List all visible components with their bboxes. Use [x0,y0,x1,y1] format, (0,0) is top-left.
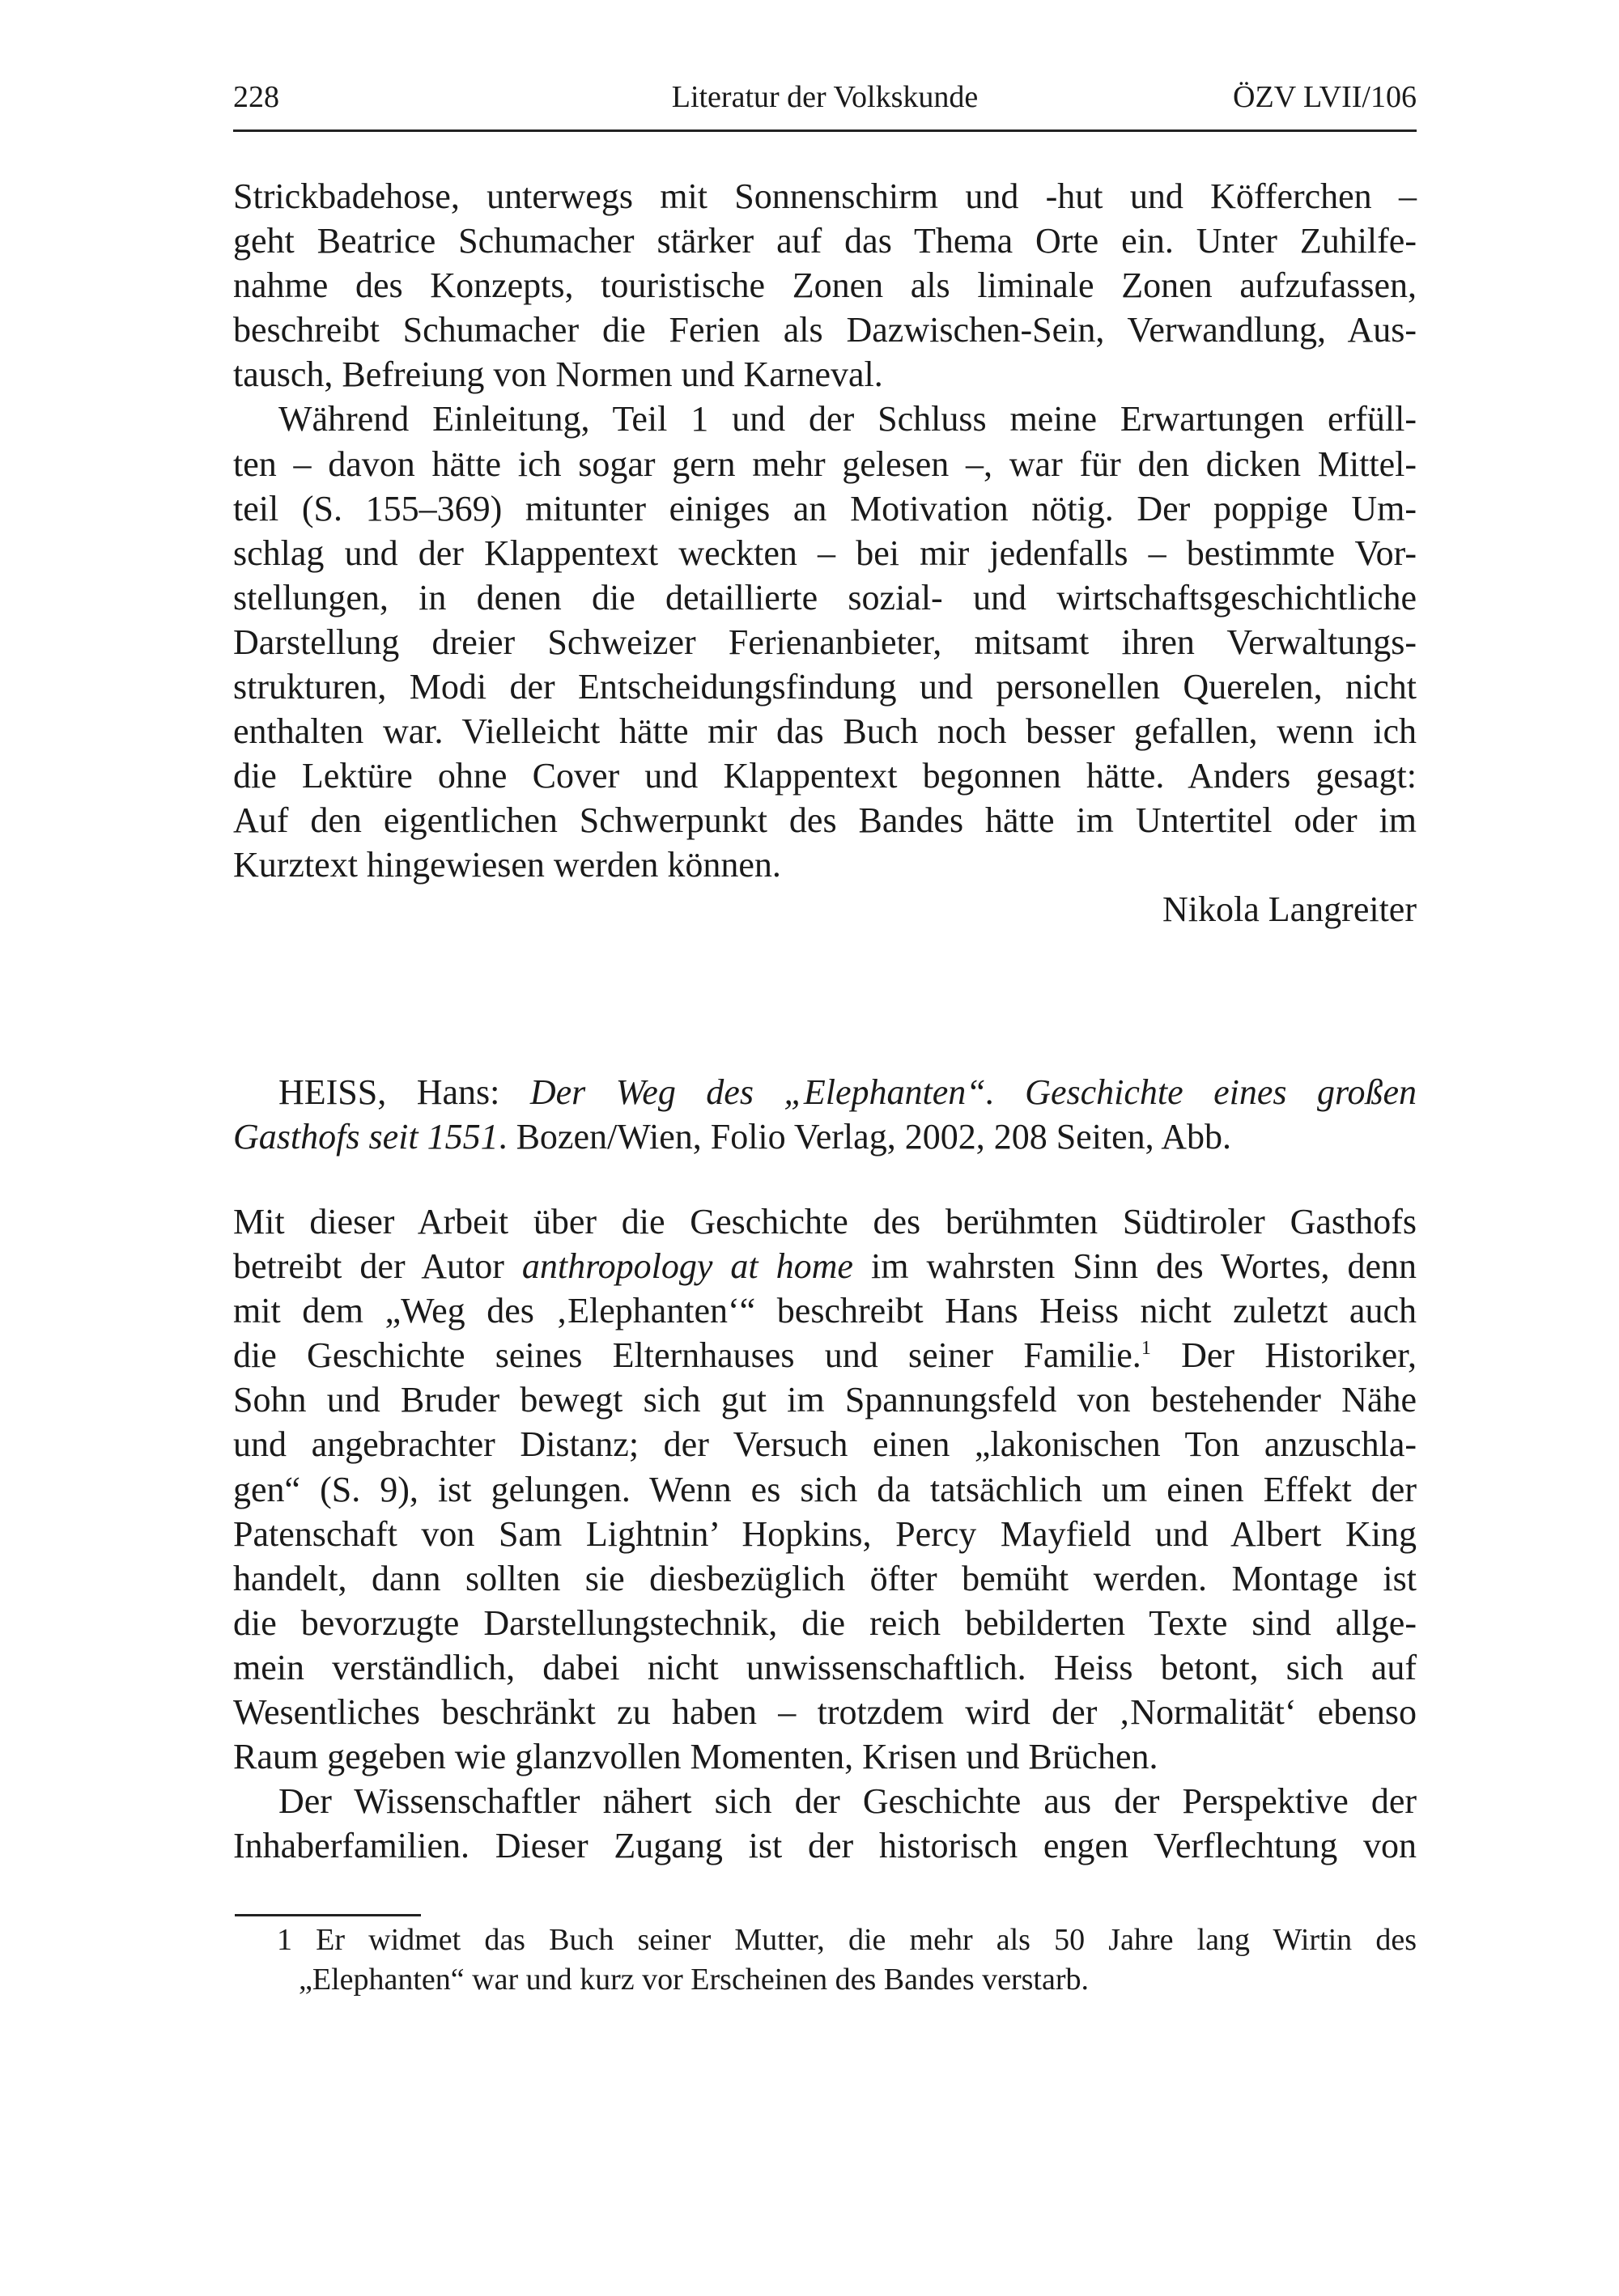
review-2-paragraph-line [233,1199,1417,1244]
text-run: die Geschichte seines Elternhauses und seiner Familie. [233,1335,1141,1376]
citation-line [233,1114,1417,1159]
review-2-paragraph-line [233,1645,1417,1690]
running-title: Literatur der Volkskunde [671,80,979,114]
text-run: handelt, dann sollten sie diesbezüglich öfter bemüht werden. Montage ist [233,1558,1417,1598]
footnote-marker: 1 [1141,1338,1151,1360]
text-run: Auf den eigentlichen Schwerpunkt des Bandes hätte im Untertitel oder im [233,800,1417,841]
text-run: Kurztext hingewiesen werden können. [233,845,781,885]
text-run: Während Einleitung, Teil 1 und der Schluss meine Erwartungen erfüll- [278,399,1417,439]
text-run: beschreibt Schumacher die Ferien als Dazwischen-Sein, Verwandlung, Aus- [233,310,1417,350]
text-run: geht Beatrice Schumacher stärker auf das Thema Orte ein. Unter Zuhilfe- [233,221,1417,261]
review-1-paragraph-line [233,397,1417,441]
review-1-paragraph-line [233,263,1417,308]
review-2-paragraph-line [233,1690,1417,1734]
review-1-paragraph-line [233,174,1417,219]
review-2-paragraph-line [233,1333,1417,1377]
review-2-paragraph-line [233,1422,1417,1466]
review-2-paragraph-line [233,1244,1417,1288]
text-run: Mit dieser Arbeit über die Geschichte des berühmten Südtiroler Gasthofs [233,1202,1417,1241]
text-run: strukturen, Modi der Entscheidungsfindung und personellen Querelen, nicht [233,667,1417,707]
review-1-paragraph-line [233,620,1417,664]
text-run: Patenschaft von Sam Lightnin’ Hopkins, Percy Mayfield und Albert King [233,1513,1417,1554]
text-run: Inhaberfamilien. Dieser Zugang ist der historisch engen Verflechtung von [233,1826,1417,1866]
review-1-paragraph-line [233,308,1417,352]
text-run: Raum gegeben wie glanzvollen Momenten, Krisen und Brüchen. [233,1737,1158,1777]
review-2-paragraph-line [233,1467,1417,1512]
text-run: . Bozen/Wien, Folio Verlag, 2002, 208 Seiten, Abb. [498,1117,1232,1157]
text-run: und angebrachter Distanz; der Versuch einen „lakonischen Ton anzuschla- [233,1424,1417,1465]
review-2-paragraph-line [233,1779,1417,1823]
text-run: gen“ (S. 9), ist gelungen. Wenn es sich da tatsächlich um einen Effekt der [233,1469,1417,1509]
review-1-paragraph-line [233,442,1417,486]
italic-run: Gasthofs seit 1551 [233,1117,499,1157]
footnote [233,1920,1417,2000]
review-1-paragraph-line [233,575,1417,620]
text-run: schlag und der Klappentext weckten – bei mir jedenfalls – bestimmte Vor- [233,533,1417,573]
text-run: stellungen, in denen die detaillierte sozial- und wirtschaftsgeschichtliche [233,577,1417,618]
review-2-paragraph-line [233,1512,1417,1556]
text-run: Wesentliches beschränkt zu haben – trotzdem wird der ‚Normalität‘ ebenso [233,1692,1417,1733]
text-run: ten – davon hätte ich sogar gern mehr gelesen –, war für den dicken Mittel- [233,443,1417,484]
text-run: Strickbadehose, unterwegs mit Sonnenschirm und -hut und Köfferchen – [233,176,1417,216]
text-run: Darstellung dreier Schweizer Ferienanbieter, mitsamt ihren Verwaltungs- [233,622,1417,662]
text-run: die bevorzugte Darstellungstechnik, die reich bebilderten Texte sind allge- [233,1602,1417,1643]
review-1-paragraph-line [233,531,1417,575]
footnote-number: 1 [277,1923,292,1957]
footnote-text: Er widmet das Buch seiner Mutter, die mehr als 50 Jahre lang Wirtin des [316,1923,1417,1957]
text-run: betreibt der Autor [233,1246,522,1287]
reviewer-signature: Nikola Langreiter [1162,889,1417,929]
text-run: tausch, Befreiung von Normen und Karneval. [233,354,883,395]
review-2-paragraph-line [233,1823,1417,1868]
text-run: die Lektüre ohne Cover und Klappentext begonnen hätte. Anders gesagt: [233,756,1417,796]
review-2-paragraph-line [233,1288,1417,1333]
review-1-body [233,174,1417,888]
text-run: nahme des Konzepts, touristische Zonen als liminale Zonen aufzufassen, [233,265,1417,306]
review-2-paragraph-line [233,1601,1417,1645]
running-header [233,74,1417,120]
footnote-line-1 [233,1920,1417,1960]
text-run: Der Historiker, [1150,1335,1417,1376]
review-1-paragraph-line [233,219,1417,263]
review-2-body [233,1199,1417,1868]
text-run: mit dem „Weg des ‚Elephanten‘“ beschreibt Hans Heiss nicht zuletzt auch [233,1291,1417,1331]
text-run: enthalten war. Vielleicht hätte mir das Buch noch besser gefallen, wenn ich [233,711,1417,752]
journal-issue: ÖZV LVII/106 [1233,80,1417,114]
text-run: Sohn und Bruder bewegt sich gut im Spannungsfeld von bestehender Nähe [233,1380,1417,1420]
review-1-paragraph-line [233,486,1417,531]
review-1-paragraph-line [233,842,1417,887]
review-1-paragraph-line [233,352,1417,397]
header-rule [233,129,1417,132]
review-1-signature-line [233,887,1417,932]
footnote-line-2: „Elephanten“ war und kurz vor Erscheinen des Bandes verstarb. [299,1963,1090,1997]
text-run: HEISS, Hans: [278,1072,530,1112]
review-2-paragraph-line [233,1377,1417,1422]
text-run: Der Wissenschaftler nähert sich der Geschichte aus der Perspektive der [278,1781,1417,1822]
text-run: teil (S. 155–369) mitunter einiges an Motivation nötig. Der poppige Um- [233,488,1417,528]
review-1-paragraph-line [233,798,1417,842]
review-2-paragraph-line [233,1556,1417,1601]
italic-run: anthropology at home [521,1246,853,1287]
review-2-citation [233,1070,1417,1159]
review-2-paragraph-line [233,1734,1417,1779]
citation-line [233,1070,1417,1114]
review-1-paragraph-line [233,753,1417,798]
page-number: 228 [233,80,279,114]
text-run: im wahrsten Sinn des Wortes, denn [852,1246,1417,1287]
review-1-paragraph-line [233,709,1417,753]
footnote-rule [235,1914,421,1916]
review-1-paragraph-line [233,664,1417,709]
italic-run: Der Weg des „Elephanten“. Geschichte eines großen [529,1072,1417,1112]
text-run: mein verständlich, dabei nicht unwissenschaftlich. Heiss betont, sich auf [233,1647,1417,1687]
